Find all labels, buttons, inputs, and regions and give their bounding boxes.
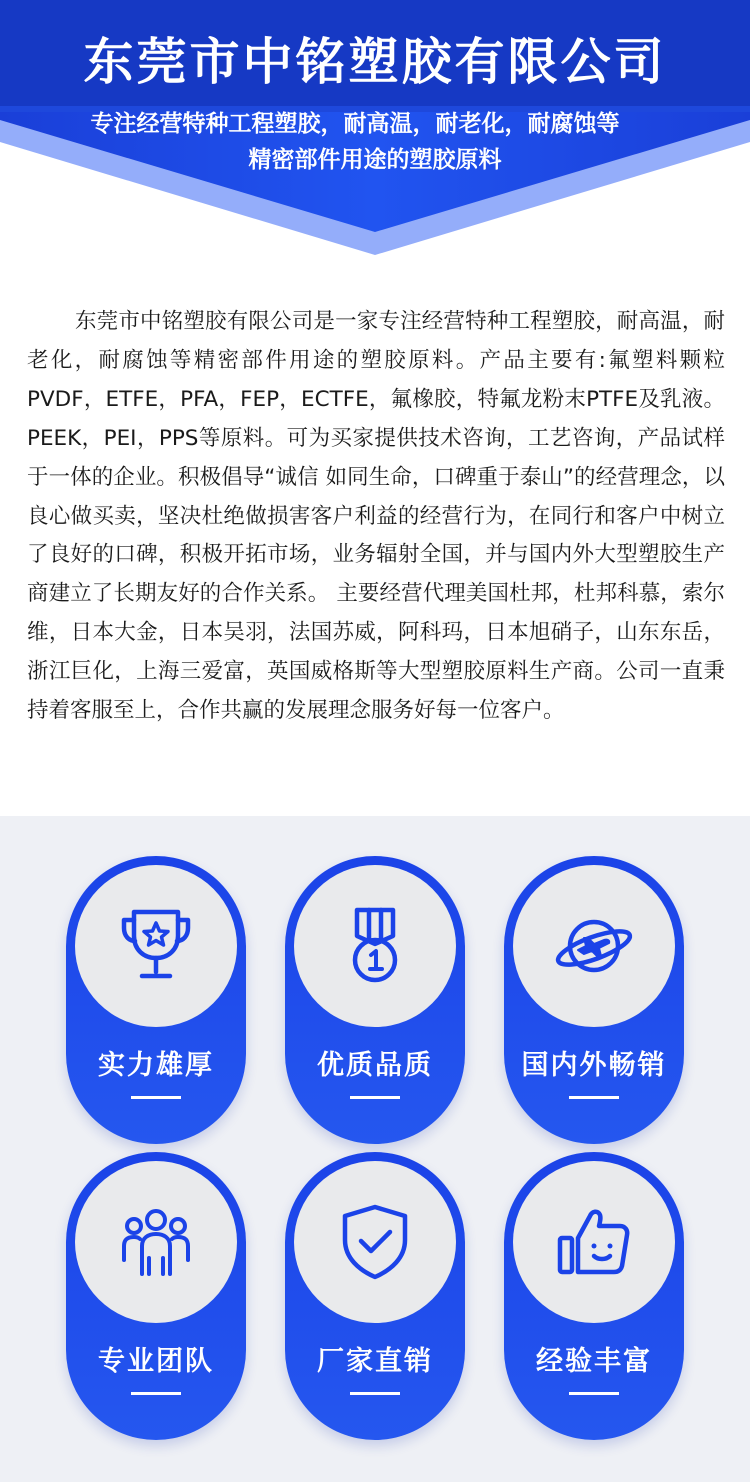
tagline xyxy=(0,106,750,178)
header-banner xyxy=(0,0,750,260)
feature-divider xyxy=(569,1096,619,1099)
feature-label: 国内外畅销 xyxy=(521,1050,667,1081)
feature-label: 专业团队 xyxy=(98,1346,214,1377)
company-title: 东莞市中铭塑胶有限公司 xyxy=(83,33,667,91)
thumbs-up-icon xyxy=(554,1202,634,1282)
feature-icon-circle xyxy=(294,865,456,1027)
trophy-icon xyxy=(116,906,196,986)
feature-label: 实力雄厚 xyxy=(98,1050,214,1081)
feature-card-experience xyxy=(504,1152,684,1440)
feature-icon-circle xyxy=(513,865,675,1027)
features-section xyxy=(0,816,750,1482)
feature-card-quality xyxy=(285,856,465,1144)
feature-card-team xyxy=(66,1152,246,1440)
feature-divider xyxy=(350,1096,400,1099)
feature-card-sales xyxy=(504,856,684,1144)
tagline-line-1: 专注经营特种工程塑胶，耐高温，耐老化，耐腐蚀等 xyxy=(90,111,620,137)
feature-card-direct-sales xyxy=(285,1152,465,1440)
tagline-line-2: 精密部件用途的塑胶原料 xyxy=(248,147,502,173)
feature-label: 厂家直销 xyxy=(317,1346,433,1377)
feature-divider xyxy=(131,1096,181,1099)
feature-divider xyxy=(569,1392,619,1395)
feature-label: 经验丰富 xyxy=(536,1346,652,1377)
feature-icon-circle xyxy=(294,1161,456,1323)
team-icon xyxy=(116,1202,196,1282)
feature-card-strength xyxy=(66,856,246,1144)
company-intro: 东莞市中铭塑胶有限公司是一家专注经营特种工程塑胶，耐高温，耐老化，耐腐蚀等精密部件用途的塑胶原料。产品主要有:氟塑料颗粒PVDF，ETFE，PFA，FEP，ECTFE，氟橡胶，特氟龙粉末PTFE及乳液。PEEK，PEI，PPS等原料。可为买家提供技术咨询，工艺咨询，产品试样于一体的企业。积极倡导“诚信 如同生命，口碑重于泰山”的经营理念，以良心做买卖，坚决杜绝做损害客户利益的经营行为，在同行和客户中树立了良好的口碑，积极开拓市场，业务辐射全国，并与国内外大型塑胶生产商建立了长期友好的合作关系。 主要经营代理美国杜邦，杜邦科慕，索尔维，日本大金，日本吴羽，法国苏威，阿科玛，日本旭硝子，山东东岳，浙江巨化，上海三爱富，英国威格斯等大型塑胶原料生产商。公司一直秉持着客服至上，合作共赢的发展理念服务好每一位客户。 xyxy=(27,309,725,724)
shield-check-icon xyxy=(335,1202,415,1282)
feature-divider xyxy=(350,1392,400,1395)
feature-icon-circle xyxy=(513,1161,675,1323)
feature-label: 优质品质 xyxy=(317,1050,433,1081)
feature-icon-circle xyxy=(75,1161,237,1323)
feature-divider xyxy=(131,1392,181,1395)
medal-icon xyxy=(335,906,415,986)
globe-plane-icon xyxy=(554,906,634,986)
feature-icon-circle xyxy=(75,865,237,1027)
